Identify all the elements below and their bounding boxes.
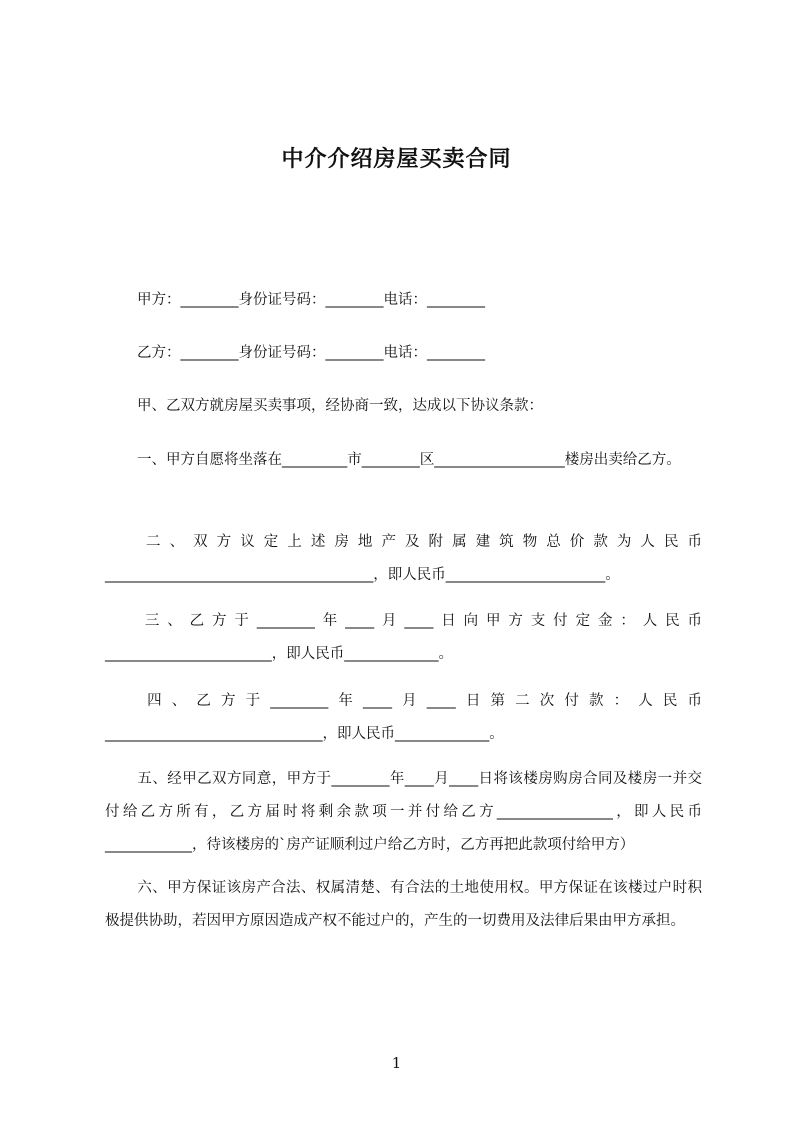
clause-5: 五、经甲乙双方同意，甲方于________年____月____日将该楼房购房合同及楼房一并交付给乙方所有，乙方届时将剩余款项一并付给乙方________________，即人民币____________，待该楼房的`房产证顺利过户给乙方时，乙方再把此款项付给甲方） — [105, 771, 702, 853]
clause-3: 三、乙方于________年____月____日向甲方支付定金：人民币_______________________，即人民币_____________。 — [105, 613, 702, 662]
party-b-line: 乙方：________身份证号码：________电话：________ — [137, 345, 485, 361]
clause-2: 二、双方议定上述房地产及附属建筑物总价款为人民币_____________________________________，即人民币______________________。 — [105, 534, 702, 583]
clause-6: 六、甲方保证该房产合法、权属清楚、有合法的土地使用权。甲方保证在该楼过户时积极提供协助，若因甲方原因造成产权不能过户的，产生的一切费用及法律后果由甲方承担。 — [105, 880, 702, 929]
page-number: 1 — [391, 1054, 402, 1072]
party-a-line: 甲方：________身份证号码：________电话：________ — [137, 292, 485, 308]
clause-4: 四、乙方于________年____月____日第二次付款：人民币______________________________，即人民币_____________。 — [105, 693, 702, 742]
agreement-intro: 甲、乙双方就房屋买卖事项，经协商一致，达成以下协议条款： — [137, 398, 543, 414]
document-title: 中介介绍房屋买卖合同 — [281, 147, 512, 172]
clause-1: 一、甲方自愿将坐落在_________市________区__________________楼房出卖给乙方。 — [137, 452, 681, 468]
